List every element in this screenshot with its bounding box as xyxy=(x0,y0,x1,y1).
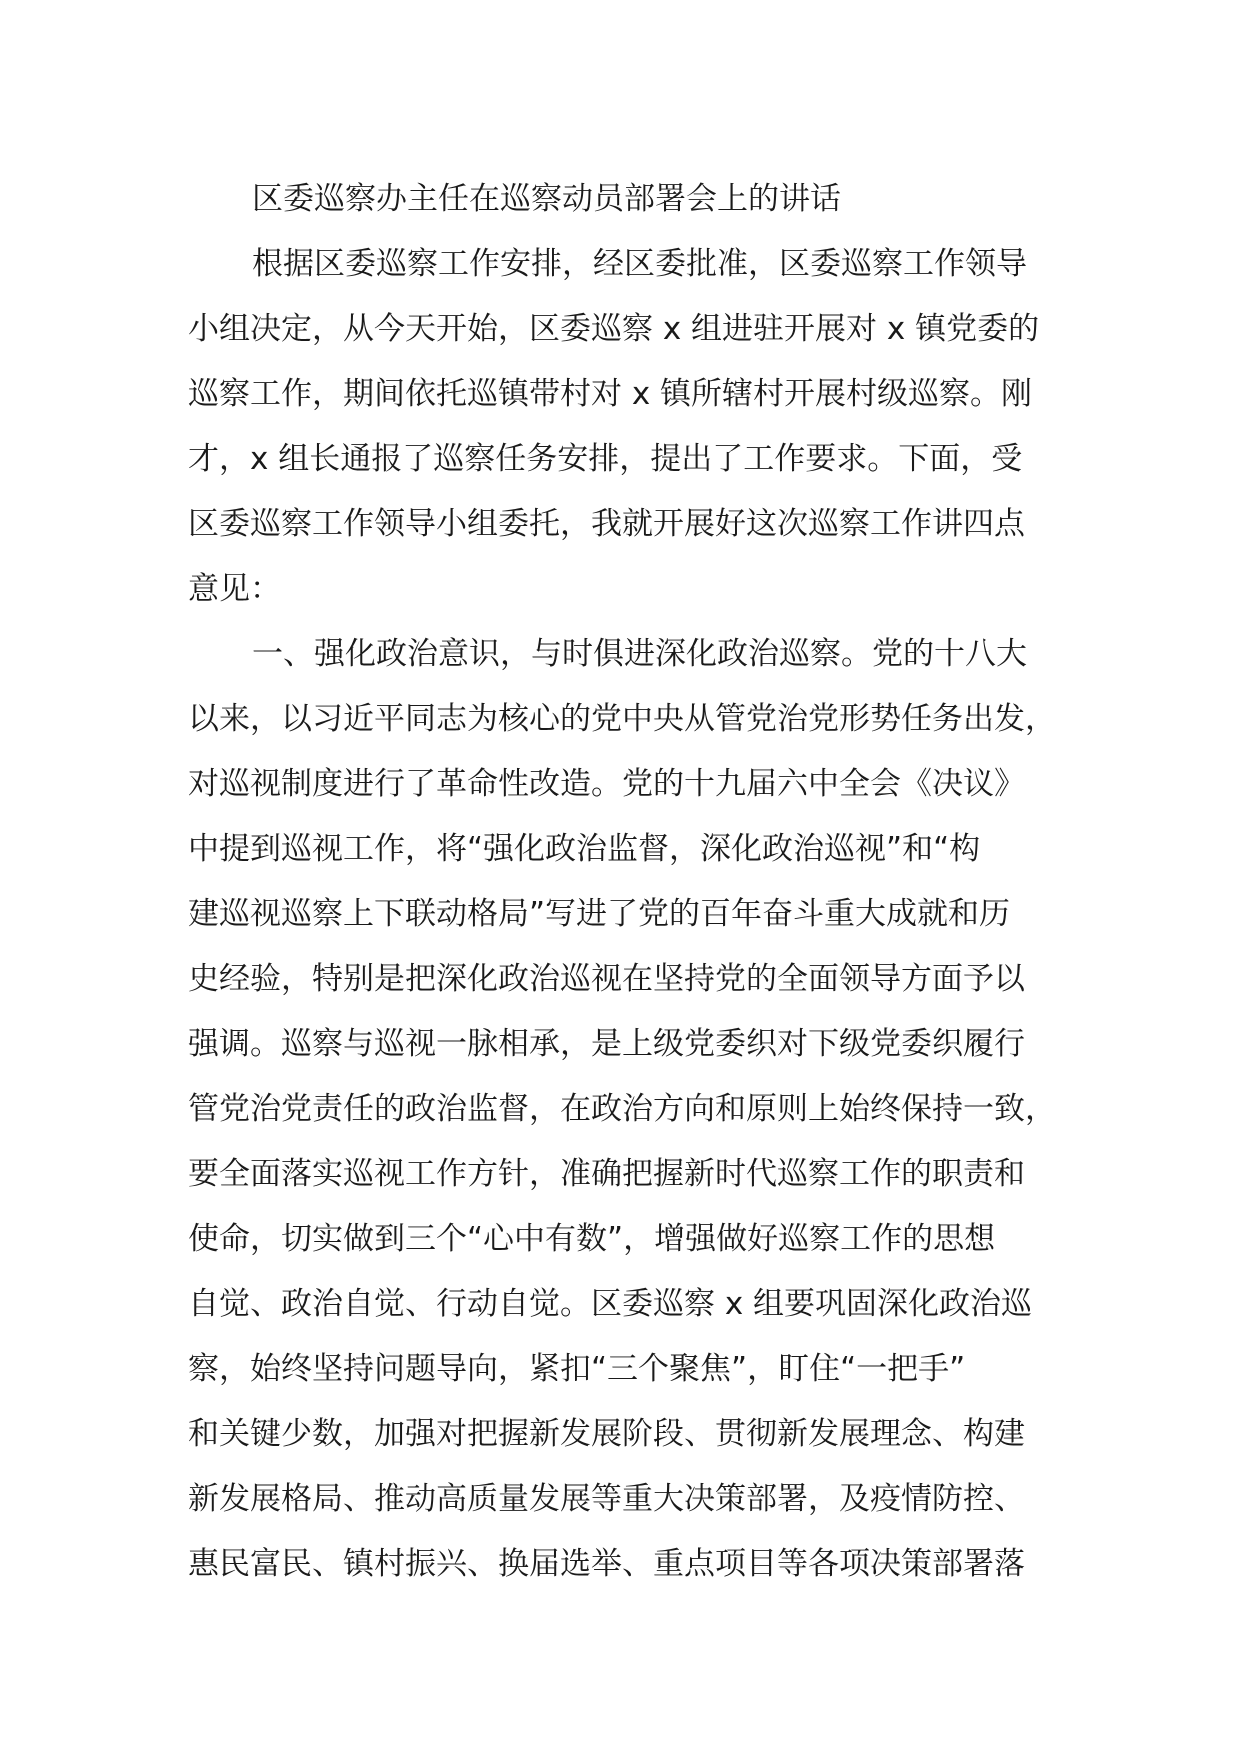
paragraph-line: 史经验，特别是把深化政治巡视在坚持党的全面领导方面予以 xyxy=(188,961,1025,997)
paragraph-line: 惠民富民、镇村振兴、换届选举、重点项目等各项决策部署落 xyxy=(188,1546,1025,1582)
paragraph-line: 意见： xyxy=(188,571,281,607)
document-body xyxy=(188,232,1068,1597)
paragraph-line: 要全面落实巡视工作方针，准确把握新时代巡察工作的职责和 xyxy=(188,1156,1025,1192)
paragraph-line: 察，始终坚持问题导向，紧扣“三个聚焦”，盯住“一把手” xyxy=(188,1351,966,1387)
paragraph-line: 管党治党责任的政治监督，在政治方向和原则上始终保持一致， xyxy=(188,1091,1056,1127)
document-title: 区委巡察办主任在巡察动员部署会上的讲话 xyxy=(252,181,841,217)
paragraph-line: 区委巡察工作领导小组委托，我就开展好这次巡察工作讲四点 xyxy=(188,506,1025,542)
paragraph-line: 建巡视巡察上下联动格局”写进了党的百年奋斗重大成就和历 xyxy=(188,896,1011,932)
paragraph-line: 才，x 组长通报了巡察任务安排，提出了工作要求。下面，受 xyxy=(188,441,1023,477)
paragraph-line: 以来，以习近平同志为核心的党中央从管党治党形势任务出发， xyxy=(188,701,1056,737)
paragraph-line: 对巡视制度进行了革命性改造。党的十九届六中全会《决议》 xyxy=(188,766,1025,802)
paragraph-line: 强调。巡察与巡视一脉相承，是上级党委织对下级党委织履行 xyxy=(188,1026,1025,1062)
paragraph-line: 根据区委巡察工作安排，经区委批准，区委巡察工作领导 xyxy=(252,246,1027,282)
paragraph-line: 一、强化政治意识，与时俱进深化政治巡察。党的十八大 xyxy=(252,636,1027,672)
paragraph-line: 巡察工作，期间依托巡镇带村对 x 镇所辖村开展村级巡察。刚 xyxy=(188,376,1033,412)
paragraph-line: 中提到巡视工作，将“强化政治监督，深化政治巡视”和“构 xyxy=(188,831,981,867)
paragraph-line: 使命，切实做到三个“心中有数”，增强做好巡察工作的思想 xyxy=(188,1221,996,1257)
paragraph-line: 自觉、政治自觉、行动自觉。区委巡察 x 组要巩固深化政治巡 xyxy=(188,1286,1033,1322)
paragraph-line: 新发展格局、推动高质量发展等重大决策部署，及疫情防控、 xyxy=(188,1481,1025,1517)
paragraph-line: 小组决定，从今天开始，区委巡察 x 组进驻开展对 x 镇党委的 xyxy=(188,311,1040,347)
paragraph-line: 和关键少数，加强对把握新发展阶段、贯彻新发展理念、构建 xyxy=(188,1416,1025,1452)
